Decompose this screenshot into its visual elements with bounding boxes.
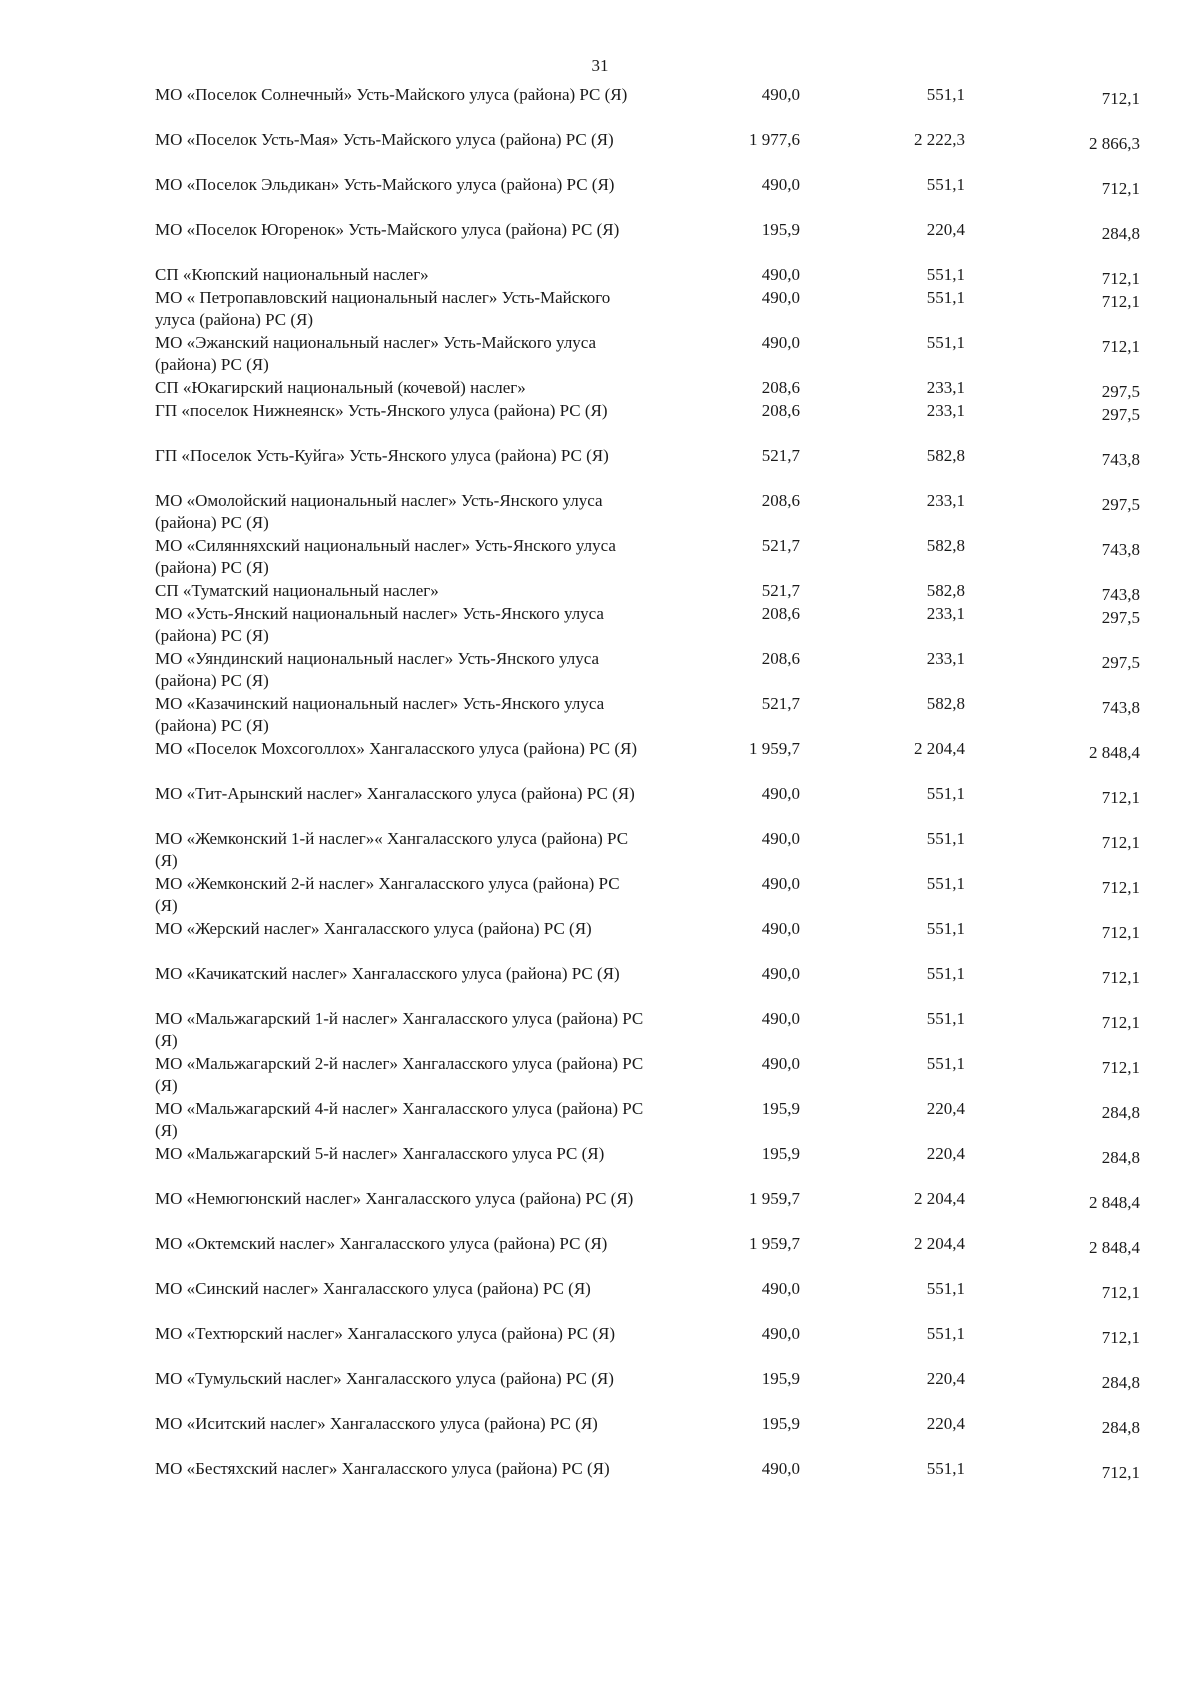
table-row xyxy=(0,1143,1200,1188)
row-value-2: 551,1 xyxy=(926,1009,965,1028)
row-name: ГП «поселок Нижнеянск» Усть-Янского улуса (района) РС (Я) xyxy=(155,401,608,420)
table-row xyxy=(0,1098,1200,1143)
row-value-3: 2 848,4 xyxy=(1089,1238,1140,1257)
table-row xyxy=(0,648,1200,693)
row-value-3: 712,1 xyxy=(1101,923,1140,942)
table-row xyxy=(0,377,1200,400)
row-name: МО «Поселок Усть-Мая» Усть-Майского улуса (района) РС (Я) xyxy=(155,130,614,149)
row-value-2: 551,1 xyxy=(926,85,965,104)
row-name: МО «Уяндинский национальный наслег» Усть-Янского улуса (района) РС (Я) xyxy=(155,649,600,690)
row-value-1: 1 959,7 xyxy=(749,739,800,758)
row-value-3: 297,5 xyxy=(1101,653,1140,672)
row-value-1: 195,9 xyxy=(761,220,800,239)
row-value-3: 712,1 xyxy=(1101,1058,1140,1077)
row-value-3: 712,1 xyxy=(1101,1283,1140,1302)
row-value-1: 490,0 xyxy=(761,265,800,284)
row-value-1: 490,0 xyxy=(761,85,800,104)
row-value-1: 195,9 xyxy=(761,1099,800,1118)
row-value-3: 2 848,4 xyxy=(1089,743,1140,762)
row-name: СП «Юкагирский национальный (кочевой) наслег» xyxy=(155,378,526,397)
row-value-3: 712,1 xyxy=(1101,788,1140,807)
row-value-2: 220,4 xyxy=(926,1144,965,1163)
row-value-1: 521,7 xyxy=(761,581,800,600)
row-name: МО «Качикатский наслег» Хангаласского улуса (района) РС (Я) xyxy=(155,964,620,983)
row-name: МО «Жемконский 1-й наслег»« Хангаласского улуса (района) РС (Я) xyxy=(155,829,629,870)
row-name: СП «Кюпский национальный наслег» xyxy=(155,265,429,284)
row-value-3: 2 848,4 xyxy=(1089,1193,1140,1212)
row-value-3: 284,8 xyxy=(1101,1418,1140,1437)
row-value-2: 220,4 xyxy=(926,1369,965,1388)
row-name: СП «Туматский национальный наслег» xyxy=(155,581,439,600)
row-value-2: 551,1 xyxy=(926,333,965,352)
row-value-1: 208,6 xyxy=(761,491,800,510)
row-value-2: 551,1 xyxy=(926,175,965,194)
table-row xyxy=(0,219,1200,264)
row-value-1: 490,0 xyxy=(761,1459,800,1478)
row-value-2: 233,1 xyxy=(926,649,965,668)
row-name: МО «Поселок Мохсоголлох» Хангаласского улуса (района) РС (Я) xyxy=(155,739,638,758)
table-row xyxy=(0,783,1200,828)
row-name: МО «Силянняхский национальный наслег» Усть-Янского улуса (района) РС (Я) xyxy=(155,536,616,577)
row-value-2: 233,1 xyxy=(926,378,965,397)
row-value-1: 208,6 xyxy=(761,649,800,668)
row-value-1: 208,6 xyxy=(761,378,800,397)
row-value-2: 233,1 xyxy=(926,491,965,510)
row-value-1: 208,6 xyxy=(761,604,800,623)
row-name: МО «Октемский наслег» Хангаласского улуса (района) РС (Я) xyxy=(155,1234,608,1253)
table-row xyxy=(0,1233,1200,1278)
row-value-3: 297,5 xyxy=(1101,382,1140,401)
table-row xyxy=(0,174,1200,219)
row-value-2: 551,1 xyxy=(926,829,965,848)
row-value-2: 2 222,3 xyxy=(914,130,965,149)
table-row xyxy=(0,1008,1200,1053)
table-row xyxy=(0,1188,1200,1233)
row-value-2: 551,1 xyxy=(926,1324,965,1343)
table-row xyxy=(0,828,1200,873)
row-value-3: 284,8 xyxy=(1101,224,1140,243)
table-row xyxy=(0,84,1200,129)
row-value-2: 233,1 xyxy=(926,604,965,623)
row-name: МО «Немюгюнский наслег» Хангаласского улуса (района) РС (Я) xyxy=(155,1189,634,1208)
table-row xyxy=(0,1458,1200,1503)
table-row xyxy=(0,535,1200,580)
table-row xyxy=(0,1053,1200,1098)
row-name: МО «Поселок Солнечный» Усть-Майского улуса (района) РС (Я) xyxy=(155,85,628,104)
row-value-2: 2 204,4 xyxy=(914,1234,965,1253)
row-name: МО «Мальжагарский 5-й наслег» Хангаласского улуса РС (Я) xyxy=(155,1144,605,1163)
row-value-3: 712,1 xyxy=(1101,833,1140,852)
table-row xyxy=(0,580,1200,603)
row-value-2: 220,4 xyxy=(926,220,965,239)
row-value-2: 582,8 xyxy=(926,446,965,465)
row-value-3: 712,1 xyxy=(1101,292,1140,311)
row-value-2: 551,1 xyxy=(926,964,965,983)
row-value-2: 582,8 xyxy=(926,694,965,713)
row-value-3: 712,1 xyxy=(1101,179,1140,198)
row-value-1: 208,6 xyxy=(761,401,800,420)
row-value-3: 712,1 xyxy=(1101,878,1140,897)
row-value-1: 521,7 xyxy=(761,694,800,713)
table-row xyxy=(0,264,1200,287)
row-value-2: 551,1 xyxy=(926,784,965,803)
row-value-1: 195,9 xyxy=(761,1369,800,1388)
row-value-1: 1 977,6 xyxy=(749,130,800,149)
row-value-3: 712,1 xyxy=(1101,968,1140,987)
row-value-3: 712,1 xyxy=(1101,269,1140,288)
row-name: МО «Поселок Эльдикан» Усть-Майского улуса (района) РС (Я) xyxy=(155,175,615,194)
table-row xyxy=(0,400,1200,445)
row-value-1: 1 959,7 xyxy=(749,1234,800,1253)
table-row xyxy=(0,1278,1200,1323)
row-value-3: 743,8 xyxy=(1101,540,1140,559)
row-value-2: 582,8 xyxy=(926,536,965,555)
row-value-1: 490,0 xyxy=(761,333,800,352)
table-row xyxy=(0,873,1200,918)
row-name: МО «Синский наслег» Хангаласского улуса (района) РС (Я) xyxy=(155,1279,591,1298)
table-row xyxy=(0,963,1200,1008)
row-value-2: 2 204,4 xyxy=(914,739,965,758)
row-value-2: 233,1 xyxy=(926,401,965,420)
row-value-2: 2 204,4 xyxy=(914,1189,965,1208)
row-value-3: 743,8 xyxy=(1101,698,1140,717)
table-row xyxy=(0,693,1200,738)
row-value-1: 490,0 xyxy=(761,874,800,893)
row-name: МО «Жемконский 2-й наслег» Хангаласского улуса (района) РС (Я) xyxy=(155,874,620,915)
row-value-3: 284,8 xyxy=(1101,1148,1140,1167)
row-value-2: 220,4 xyxy=(926,1414,965,1433)
row-value-3: 297,5 xyxy=(1101,608,1140,627)
row-name: МО «Мальжагарский 4-й наслег» Хангаласского улуса (района) РС (Я) xyxy=(155,1099,644,1140)
row-name: МО «Казачинский национальный наслег» Усть-Янского улуса (района) РС (Я) xyxy=(155,694,605,735)
row-value-2: 551,1 xyxy=(926,288,965,307)
row-name: МО «Эжанский национальный наслег» Усть-Майского улуса (района) РС (Я) xyxy=(155,333,597,374)
row-value-3: 284,8 xyxy=(1101,1373,1140,1392)
row-value-2: 220,4 xyxy=(926,1099,965,1118)
table-row xyxy=(0,129,1200,174)
row-value-1: 490,0 xyxy=(761,784,800,803)
table-row xyxy=(0,603,1200,648)
table-row xyxy=(0,445,1200,490)
row-value-2: 551,1 xyxy=(926,919,965,938)
table-row xyxy=(0,332,1200,377)
row-value-2: 551,1 xyxy=(926,1459,965,1478)
row-name: МО «Тит-Арынский наслег» Хангаласского улуса (района) РС (Я) xyxy=(155,784,635,803)
row-value-1: 490,0 xyxy=(761,175,800,194)
table-row xyxy=(0,490,1200,535)
table-row xyxy=(0,1368,1200,1413)
row-value-1: 1 959,7 xyxy=(749,1189,800,1208)
row-value-1: 490,0 xyxy=(761,1279,800,1298)
page-number: 31 xyxy=(591,56,609,75)
row-value-3: 712,1 xyxy=(1101,1013,1140,1032)
row-name: МО «Техтюрский наслег» Хангаласского улуса (района) РС (Я) xyxy=(155,1324,616,1343)
row-name: МО «Жерский наслег» Хангаласского улуса (района) РС (Я) xyxy=(155,919,592,938)
row-value-1: 521,7 xyxy=(761,536,800,555)
row-name: МО « Петропавловский национальный наслег» Усть-Майского улуса (района) РС (Я) xyxy=(155,288,611,329)
row-value-1: 490,0 xyxy=(761,288,800,307)
row-name: МО «Иситский наслег» Хангаласского улуса (района) РС (Я) xyxy=(155,1414,598,1433)
row-value-3: 297,5 xyxy=(1101,405,1140,424)
row-value-1: 490,0 xyxy=(761,964,800,983)
row-value-3: 712,1 xyxy=(1101,337,1140,356)
table-row xyxy=(0,918,1200,963)
row-value-1: 195,9 xyxy=(761,1414,800,1433)
row-value-2: 551,1 xyxy=(926,1054,965,1073)
row-value-3: 2 866,3 xyxy=(1089,134,1140,153)
table-row xyxy=(0,1413,1200,1458)
row-name: МО «Мальжагарский 2-й наслег» Хангаласского улуса (района) РС (Я) xyxy=(155,1054,644,1095)
row-name: МО «Поселок Югоренок» Усть-Майского улуса (района) РС (Я) xyxy=(155,220,620,239)
table-row xyxy=(0,738,1200,783)
row-value-3: 712,1 xyxy=(1101,1463,1140,1482)
row-value-1: 490,0 xyxy=(761,919,800,938)
row-name: ГП «Поселок Усть-Куйга» Усть-Янского улуса (района) РС (Я) xyxy=(155,446,609,465)
row-value-2: 582,8 xyxy=(926,581,965,600)
row-value-3: 743,8 xyxy=(1101,450,1140,469)
row-value-1: 195,9 xyxy=(761,1144,800,1163)
row-value-3: 712,1 xyxy=(1101,89,1140,108)
row-name: МО «Мальжагарский 1-й наслег» Хангаласского улуса (района) РС (Я) xyxy=(155,1009,644,1050)
row-value-3: 284,8 xyxy=(1101,1103,1140,1122)
row-value-3: 712,1 xyxy=(1101,1328,1140,1347)
row-value-1: 490,0 xyxy=(761,1324,800,1343)
row-name: МО «Омолойский национальный наслег» Усть-Янского улуса (района) РС (Я) xyxy=(155,491,603,532)
row-value-1: 490,0 xyxy=(761,1009,800,1028)
row-value-2: 551,1 xyxy=(926,1279,965,1298)
row-value-3: 743,8 xyxy=(1101,585,1140,604)
row-value-2: 551,1 xyxy=(926,265,965,284)
row-value-3: 297,5 xyxy=(1101,495,1140,514)
table-row xyxy=(0,287,1200,332)
table-row xyxy=(0,1323,1200,1368)
row-name: МО «Бестяхский наслег» Хангаласского улуса (района) РС (Я) xyxy=(155,1459,610,1478)
row-value-1: 490,0 xyxy=(761,829,800,848)
row-value-2: 551,1 xyxy=(926,874,965,893)
row-name: МО «Тумульский наслег» Хангаласского улуса (района) РС (Я) xyxy=(155,1369,614,1388)
row-value-1: 521,7 xyxy=(761,446,800,465)
row-name: МО «Усть-Янский национальный наслег» Усть-Янского улуса (района) РС (Я) xyxy=(155,604,604,645)
row-value-1: 490,0 xyxy=(761,1054,800,1073)
